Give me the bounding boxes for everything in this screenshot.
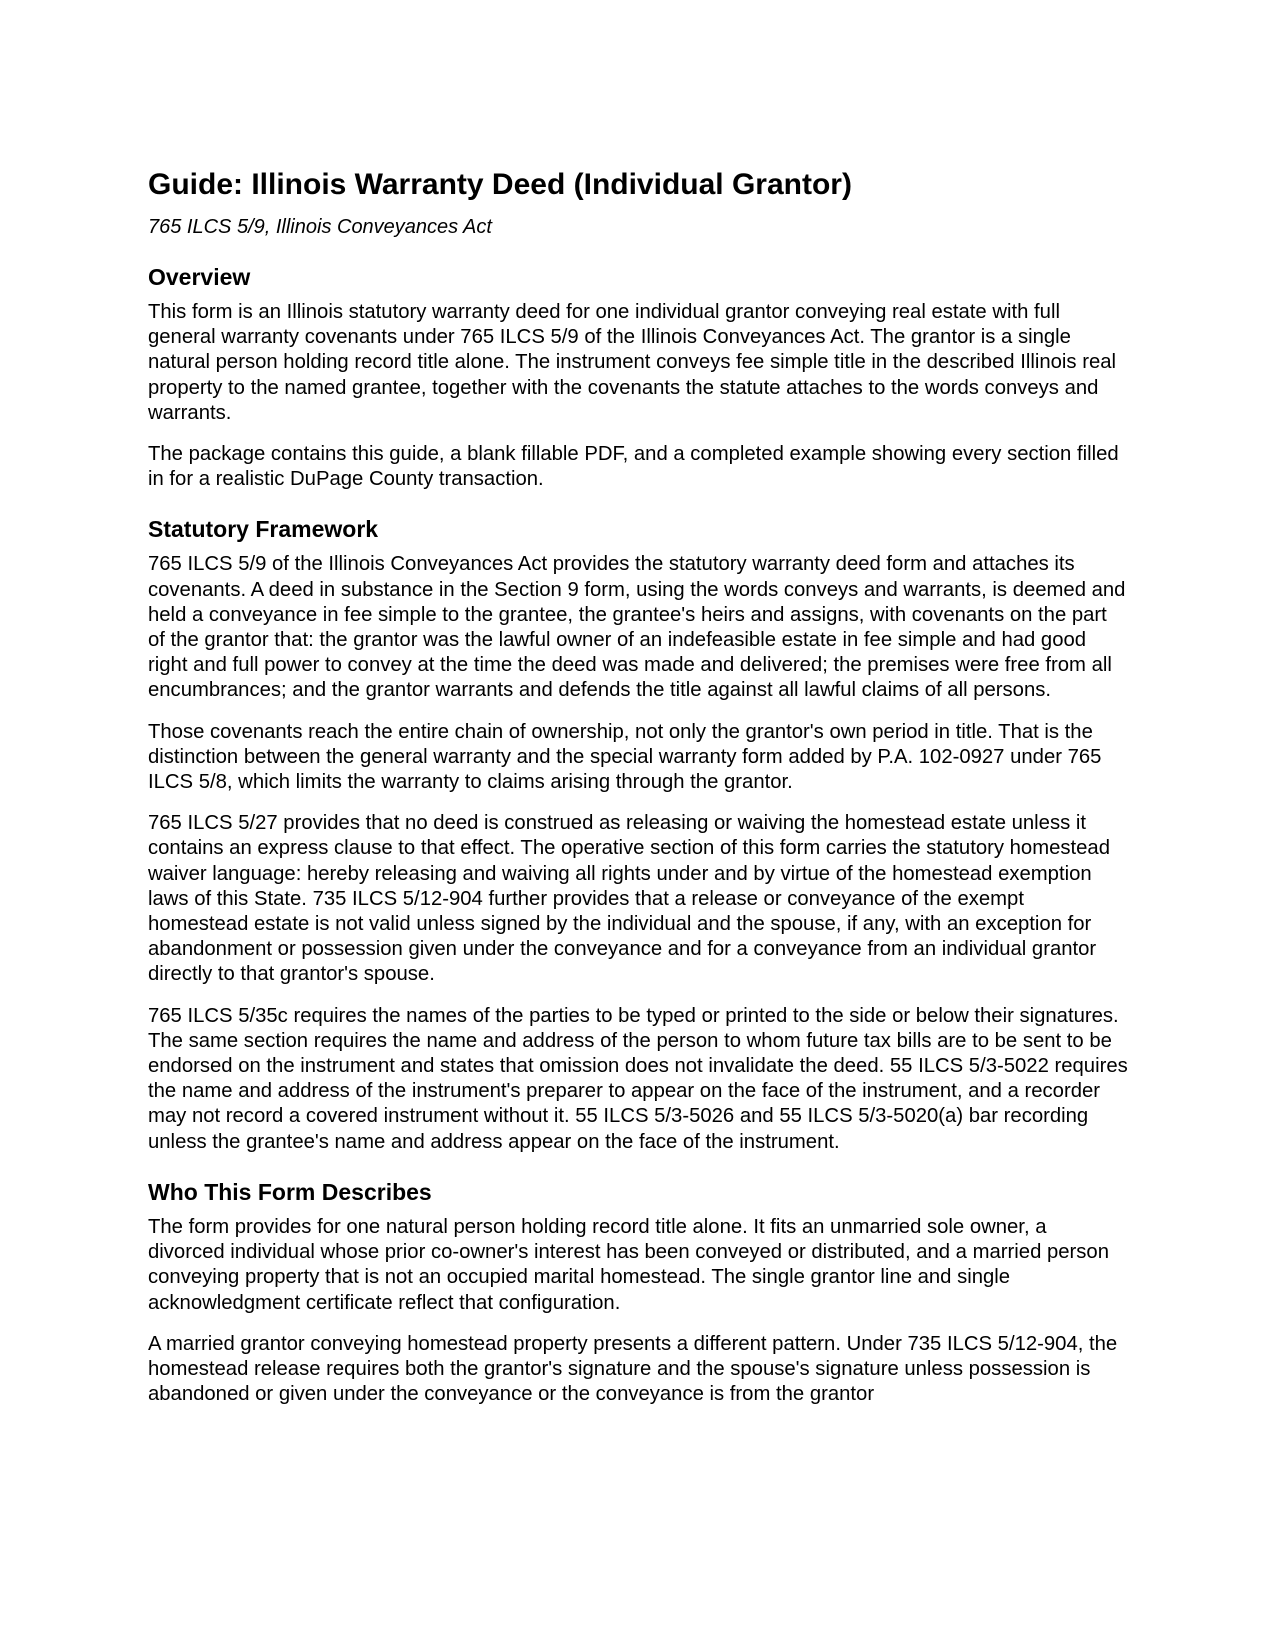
section-statutory-framework — [148, 515, 1128, 1154]
paragraph: 765 ILCS 5/9 of the Illinois Conveyances Act provides the statutory warranty deed form and attaches its covenants. A deed in substance in the Section 9 form, using the words conveys and warrants, is deemed and held a conveyance in fee simple to the grantee, the grantee's heirs and assigns, with covenants on the part of the grantor that: the grantor was the lawful owner of an indefeasible estate in fee simple and had good right and full power to convey at the time the deed was made and delivered; the premises were free from all encumbrances; and the grantor warrants and defends the title against all lawful claims of all persons. — [148, 553, 1126, 702]
section-heading-statutory-framework: Statutory Framework — [148, 516, 379, 543]
document-page — [148, 168, 1128, 1407]
paragraph: This form is an Illinois statutory warranty deed for one individual grantor conveying real estate with full general warranty covenants under 765 ILCS 5/9 of the Illinois Conveyances Act. The grantor is a single natural person holding record title alone. The instrument conveys fee simple title in the described Illinois real property to the named grantee, together with the covenants the statute attaches to the words conveys and warrants. — [148, 301, 1117, 424]
paragraph: A married grantor conveying homestead property presents a different pattern. Under 735 ILCS 5/12-904, the homestead release requires both the grantor's signature and the spouse's signature unless possession is abandoned or given under the conveyance or the conveyance is from the grantor — [148, 1332, 1118, 1406]
paragraph: 765 ILCS 5/27 provides that no deed is construed as releasing or waiving the homestead estate unless it contains an express clause to that effect. The operative section of this form carries the statutory homestead waiver language: hereby releasing and waiving all rights under and by virtue of the homestead exemption laws of this State. 735 ILCS 5/12-904 further provides that a release or conveyance of the exempt homestead estate is not valid unless signed by the individual and the spouse, if any, with an exception for abandonment or possession given under the conveyance and for a conveyance from an individual grantor directly to that grantor's spouse. — [148, 812, 1110, 986]
paragraph: The form provides for one natural person holding record title alone. It fits an unmarried sole owner, a divorced individual whose prior co-owner's interest has been conveyed or distributed, and a married person conveying property that is not an occupied marital homestead. The single grantor line and single acknowledgment certificate reflect that configuration. — [148, 1215, 1109, 1314]
paragraph: 765 ILCS 5/35c requires the names of the parties to be typed or printed to the side or below their signatures. The same section requires the name and address of the person to whom future tax bills are to be sent to be endorsed on the instrument and states that omission does not invalidate the deed. 55 ILCS 5/3-5022 requires the name and address of the instrument's preparer to appear on the face of the instrument, and a recorder may not record a covered instrument without it. 55 ILCS 5/3-5026 and 55 ILCS 5/3-5020(a) bar recording unless the grantee's name and address appear on the face of the instrument. — [148, 1004, 1128, 1153]
section-heading-overview: Overview — [148, 264, 251, 290]
paragraph: The package contains this guide, a blank fillable PDF, and a completed example showing every section filled in for a realistic DuPage County transaction. — [148, 443, 1119, 491]
section-heading-who-this-form-describes: Who This Form Describes — [148, 1178, 432, 1205]
paragraph: Those covenants reach the entire chain of ownership, not only the grantor's own period in title. That is the distinction between the general warranty and the special warranty form added by P.A. 102-0927 under 765 ILCS 5/8, which limits the warranty to claims arising through the grantor. — [148, 720, 1102, 794]
section-overview — [148, 263, 1128, 492]
page-subtitle: 765 ILCS 5/9, Illinois Conveyances Act — [148, 216, 492, 238]
page-title: Guide: Illinois Warranty Deed (Individual Grantor) — [148, 168, 852, 201]
section-who-this-form-describes — [148, 1178, 1128, 1407]
